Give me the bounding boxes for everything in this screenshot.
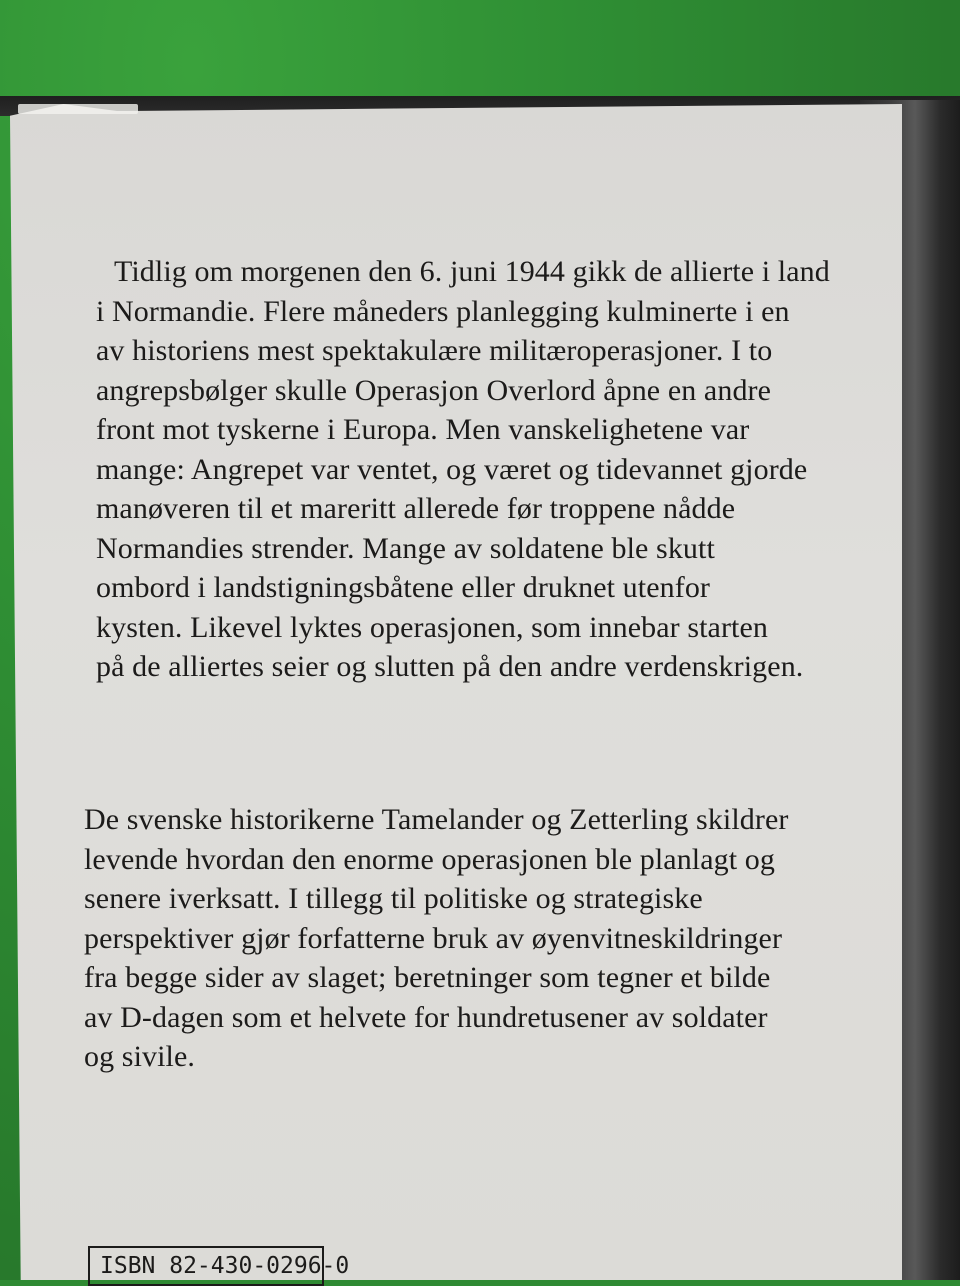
blurb-paragraph-2 [84, 800, 789, 1077]
blurb-line: manøveren til et mareritt allerede før troppene nådde [96, 492, 736, 525]
blurb-line: senere iverksatt. I tillegg til politiske og strategiske [84, 882, 703, 915]
blurb-line: front mot tyskerne i Europa. Men vanskelighetene var [96, 413, 750, 446]
blurb-line: fra begge sider av slaget; beretninger som tegner et bilde [84, 961, 771, 994]
blurb-line: av historiens mest spektakulære militæroperasjoner. I to [96, 334, 773, 367]
blurb-line: og sivile. [84, 1040, 195, 1073]
blurb-line: levende hvordan den enorme operasjonen ble planlagt og [84, 842, 775, 876]
blurb-line: mange: Angrepet var ventet, og været og tidevannet gjorde [96, 452, 808, 486]
blurb-paragraph-1 [96, 252, 830, 687]
blurb-line: perspektiver gjør forfatterne bruk av øyenvitneskildringer [84, 921, 783, 955]
blurb-line: kysten. Likevel lyktes operasjonen, som innebar starten [96, 610, 768, 644]
torn-corner [18, 104, 138, 114]
blurb-line: Tidlig om morgenen den 6. juni 1944 gikk de allierte i land [114, 255, 830, 288]
blurb-line: Normandies strender. Mange av soldatene ble skutt [96, 531, 715, 565]
blurb-line: angrepsbølger skulle Operasjon Overlord åpne en andre [96, 373, 772, 407]
blurb-line: av D-dagen som et helvete for hundretusener av soldater [84, 1000, 768, 1034]
blurb-line: på de alliertes seier og slutten på den andre verdenskrigen. [96, 650, 804, 683]
blurb-line: ombord i landstigningsbåtene eller druknet utenfor [96, 571, 711, 604]
blurb-line: i Normandie. Flere måneders planlegging kulminerte i en [96, 294, 790, 328]
isbn-label: ISBN 82-430-0296-0 [88, 1246, 324, 1286]
blurb-line: De svenske historikerne Tamelander og Zetterling skildrer [84, 803, 789, 836]
